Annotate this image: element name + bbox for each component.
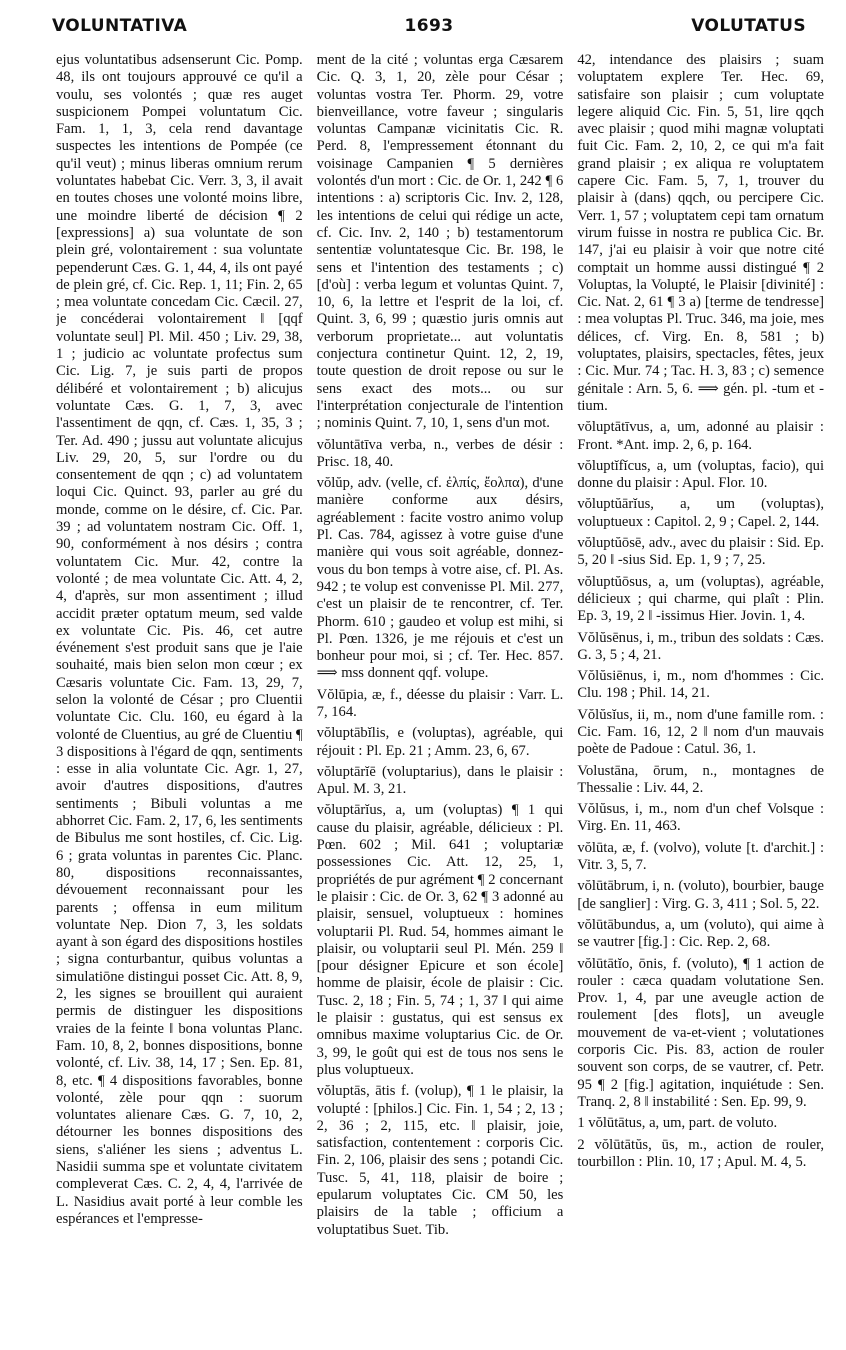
entry-text: ejus voluntatibus adsenserunt Cic. Pomp. 48, ils ont toujours approuvé ce qu'il a voulu, ses volontés ; quæ res auget suspicionem Pompei voluntatum Cic. Fam. 1, 1, 3, cela rend davantage suspectes les intentions de Pompée (ce qu'il veut) ; minus liberas omnium rerum voluntates habebat Cic. Verr. 3, 3, il avait en toutes choses une volonté moins libre, une moindre liberté de décision ¶ 2 [expressions] a) sua voluntate de son plein gré, volontairement : sua voluntate pependerunt Cæs. G. 1, 44, 4, ils ont payé de plein gré, cf. Cic. Rep. 1, 11; Fin. 2, 65 ; mea voluntate concedam Cic. Cæcil. 27, je concéderai volontairement ‖ [qqf voluntate seul] Pl. Mil. 450 ; Liv. 29, 38, 1 ; judicio ac voluntate profectus sum Cic. Lig. 7, je suis parti de propos délibéré et volontairement ; b) alicujus voluntate Cæs. G. 1, 7, 3, avec l'assentiment de qqn, cf. Cæs. 1, 35, 3 ; Ter. Ad. 490 ; jussu aut voluntate alicujus Liv. 29, 20, 5, sur l'ordre ou du consentement de qqn ; c) ad voluntatem loqui Cic. Quinct. 93, parler au gré du monde, comme on le désire, cf. Cic. Par. 39 ; ad voluntatem nostram Cic. Off. 1, 90, conformément à nos désirs ; contra voluntatem Cic. Mur. 42, contre la volonté ; de mea voluntate Cic. Att. 4, 2, 4, d'après, sur mon assentiment ; illud accidit præter optatum meum, sed valde ex voluntate Cic. Pis. 46, cet autre événement s'est produit sans que je l'aie souhaité, mais bien selon mon cœur ; ex Cæsaris voluntate Cic. Fam. 13, 29, 7, selon la volonté de César ; pro Cluentii voluntate Cic. Clu. 160, eu égard à la volonté de Cluentius, au gré de Cluentiu ¶ 3 dispositions à l'égard de qqn, sentiments : esse in alia voluntate Cic. Agr. 1, 27, avoir d'autres dispositions, d'autres sentiments ; Bibuli voluntas a me abhorret Cic. Fam. 2, 17, 6, les sentiments de Bibulus me sont hostiles, cf. Cic. Lig. 6 ; grata voluntas in parentes Cic. Planc. 80, dispositions reconnaissantes, dévouement reconnaissant pour les parents ; offensa in eum militum voluntate Nep. Dion 7, 3, les soldats ayant à son égard des dispositions hostiles ; signa conturbantur, quibus voluntas a simulatiōne distingui posset Cic. Att. 8, 9, 2, les signes se brouillent qui auraient permis de distinguer les dispositions vraies de la feinte ‖ bona voluntas Planc. Fam. 10, 8, 2, bonnes dispositions, bonne volonté, cf. Liv. 38, 14, 17 ; Sen. Ep. 81, 8, etc. ¶ 4 dispositions favorables, bonne volonté, zèle pour qqn : suorum voluntates alienare Cæs. G. 7, 10, 2, détourner les bonnes dispositions des siens, s'aliéner les siens ; adventus L. Nasidii summa spe et voluntate civitatem compleverat Cæs. C. 2, 4, 4, l'arrivée de L. Nasidius avait porté à leur comble les espérances et l'empresse- xyxy=(56,52,303,1227)
header-right-guideword: VOLUTATUS xyxy=(691,16,806,36)
entry-volutabrum: vŏlūtābrum, i, n. (voluto), bourbier, bauge [de sanglier] : Virg. G. 3, 411 ; Sol. 5, 22. xyxy=(577,878,824,912)
column-3 xyxy=(577,52,824,1332)
entry-volupia: Vŏlūpia, æ, f., déesse du plaisir : Varr. L. 7, 164. xyxy=(316,686,564,720)
entry-volup: vŏlŭp, adv. (velle, cf. ἐλπίς, ἔολπα), d'une manière conforme aux désirs, agréablement : facite vostro animo volup Pl. Cas. 784, agissez à votre guise d'une manière qui vous soit agréable, donnez-vous du bon temps à votre aise, cf. Pl. As. 942 ; te volup est convenisse Pl. Mil. 277, c'est un plaisir de te rencontrer, cf. Ter. Phorm. 610 ; gaudeo et volup est mihi, si Pl. Pœn. 1326, je me réjouis et c'est un bonheur pour moi, si ; cf. Ter. Hec. 857. ⟹ mss donnent qqf. volupe. xyxy=(316,475,564,682)
entry-volutatus-1: 1 vŏlūtātus, a, um, part. de voluto. xyxy=(577,1115,778,1132)
entry-volusienus: Vŏlŭsiēnus, i, m., nom d'hommes : Cic. Clu. 198 ; Phil. 14, 21. xyxy=(577,668,824,702)
entry-volutatio: vŏlūtātĭo, ōnis, f. (voluto), ¶ 1 action de rouler : cæca quadam volutatione Sen. Prov. 1, 4, par une aveugle action de roulement [des flots], un aveugle mouvement de va-et-vient ; volutationes corporis Cic. Pis. 83, action de rouler souvent son corps, de se vautrer, cf. Petr. 95 ¶ 2 [fig.] agitation, inquiétude : Sen. Tranq. 2, 8 ‖ instabilité : Sen. Ep. 99, 9. xyxy=(577,955,824,1110)
entry-voluptuosus: vŏluptŭōsus, a, um (voluptas), agréable, délicieux ; qui charme, qui plaît : Plin. Ep. 3, 19, 2 ‖ -issimus Hier. Jovin. 1, 4. xyxy=(577,573,824,625)
dictionary-page xyxy=(56,52,824,1332)
entry-voluptuarius: vŏluptŭārĭus, a, um (voluptas), voluptueux : Capitol. 2, 9 ; Capel. 2, 144. xyxy=(577,496,824,530)
entry-voluptativus: vŏluptātīvus, a, um, adonné au plaisir : Front. *Ant. imp. 2, 6, p. 164. xyxy=(577,419,824,453)
entry-voluptarius: vŏluptārĭus, a, um (voluptas) ¶ 1 qui cause du plaisir, agréable, délicieux : Pl. Pœn. 602 ; Mil. 641 ; voluptariæ possessiones Cic. Att. 12, 25, 1, propriétés de pur agrément ¶ 2 concernant le plaisir : Cic. de Or. 3, 62 ¶ 3 adonné au plaisir, sensuel, voluptueux : homines voluptarii Pl. Rud. 54, hommes aimant le plaisir, ou voluptarii seul Pl. Mén. 259 ‖ [pour désigner Epicure et son école] homme de plaisir, école de plaisir : Cic. Tusc. 2, 18 ; Fin. 5, 74 ; 1, 37 ‖ qui aime le plaisir : gustatus, qui est sensus ex omnibus maxime voluptarius Cic. de Or. 3, 99, le goût qui est de tous nos sens le plus voluptueux. xyxy=(316,802,564,1078)
entry-volusenus: Vŏlŭsēnus, i, m., tribun des soldats : Cæs. G. 3, 5 ; 4, 21. xyxy=(577,629,824,663)
entry-voluntativa-verba: vŏluntātīva verba, n., verbes de désir : Prisc. 18, 40. xyxy=(316,436,564,470)
page-number: 1693 xyxy=(404,16,454,36)
entry-text: 42, intendance des plaisirs ; suam voluptatem explere Ter. Hec. 69, satisfaire son plaisir ; cum voluptate legere aliquid Cic. Fin. 5, 51, lire qqch avec plaisir ; quod mihi magnæ voluptati fuit Cic. Fam. 2, 10, 2, ce qui m'a fait grand plaisir ; ex aliqua re voluptatem capere Cic. Fam. 5, 7, 1, trouver du plaisir à (dans) qqch, ou percipere Cic. Verr. 1, 57 ; voluptatem cepi tam ornatum virum fuisse in nostra re publica Cic. Br. 147, j'ai eu plaisir à voir que notre cité comptait un homme aussi distingué ¶ 2 Voluptas, la Volupté, le Plaisir [divinité] : Cic. Nat. 2, 61 ¶ 3 a) [terme de tendresse] : mea voluptas Pl. Truc. 346, ma joie, mes délices, cf. Virg. En. 8, 581 ; b) voluptates, plaisirs, spectacles, fêtes, jeux : Cic. Mur. 74 ; Tac. H. 3, 83 ; c) semence génitale : Arn. 5, 6. ⟹ gén. pl. -tum et -tium. xyxy=(577,52,824,414)
entry-volustana: Volustāna, ōrum, n., montagnes de Thessalie : Liv. 44, 2. xyxy=(577,762,824,796)
running-header xyxy=(52,16,806,46)
entry-voluptuose: vŏluptŭōsē, adv., avec du plaisir : Sid. Ep. 5, 20 ‖ -sius Sid. Ep. 1, 9 ; 7, 25. xyxy=(577,535,824,569)
entry-voluptificus: vŏluptĭfĭcus, a, um (voluptas, facio), qui donne du plaisir : Apul. Flor. 10. xyxy=(577,457,824,492)
entry-voluptas: vŏluptās, ātis f. (volup), ¶ 1 le plaisir, la volupté : [philos.] Cic. Fin. 1, 54 ; 2, 13 ; 2, 36 ; 2, 115, etc. ‖ plaisir, joie, satisfaction, contentement : corporis Cic. Fin. 2, 106, plaisir des sens ; potandi Cic. Tusc. 5, 41, 118, plaisir de boire ; epularum voluptates Cic. CM 50, les plaisirs de la table ; officium a voluptatibus Suet. Tib. xyxy=(316,1083,564,1238)
column-2 xyxy=(317,52,564,1332)
entry-volutabundus: vŏlūtābundus, a, um (voluto), qui aime à se vautrer [fig.] : Cic. Rep. 2, 68. xyxy=(577,916,824,951)
entry-voluta: vŏlūta, æ, f. (volvo), volute [t. d'archit.] : Vitr. 3, 5, 7. xyxy=(577,839,824,874)
column-1 xyxy=(56,52,303,1332)
entry-volutatus-2: 2 vŏlūtātŭs, ūs, m., action de rouler, tourbillon : Plin. 10, 17 ; Apul. M. 4, 5. xyxy=(577,1136,824,1170)
entry-volusus: Vŏlŭsus, i, m., nom d'un chef Volsque : Virg. En. 11, 463. xyxy=(577,801,824,835)
entry-voluptarie: vŏluptārĭē (voluptarius), dans le plaisir : Apul. M. 3, 21. xyxy=(316,763,564,798)
entry-voluptabilis: vŏluptābĭlis, e (voluptas), agréable, qui réjouit : Pl. Ep. 21 ; Amm. 23, 6, 67. xyxy=(316,725,564,759)
entry-text: ment de la cité ; voluntas erga Cæsarem Cic. Q. 3, 1, 20, zèle pour César ; voluntas vostra Ter. Phorm. 29, votre bienveillance, votre faveur ; singularis voluntas Campanæ vicinitatis Cic. R. Perd. 8, l'empressement étonnant du voisinage Campanien ¶ 5 dernières volontés d'un mort : Cic. de Or. 1, 242 ¶ 6 intentions : a) scriptoris Cic. Inv. 2, 128, les intentions de celui qui rédige un acte, cf. Cic. Inv. 2, 140 ; b) testamentorum sententiæ voluntatesque Cic. Br. 198, le sens et l'intention des testaments ; c) [d'où] : verba legum et voluntas Quint. 7, 10, 6, la lettre et l'esprit de la loi, cf. Quint. 3, 6, 99 ; quæstio juris omnis aut verborum proprietate... aut voluntatis conjectura continetur Quint. 12, 2, 19, toute question de droit repose ou sur le sens exact des mots... ou sur l'interprétation conjecturale de l'intention ; nominis Quint. 7, 10, 1, sens d'un mot. xyxy=(316,52,564,432)
entry-volusius: Vŏlŭsĭus, ii, m., nom d'une famille rom. : Cic. Fam. 16, 12, 2 ‖ nom d'un mauvais poète de Padoue : Catul. 36, 1. xyxy=(577,706,824,758)
header-left-guideword: VOLUNTATIVA xyxy=(52,16,188,36)
